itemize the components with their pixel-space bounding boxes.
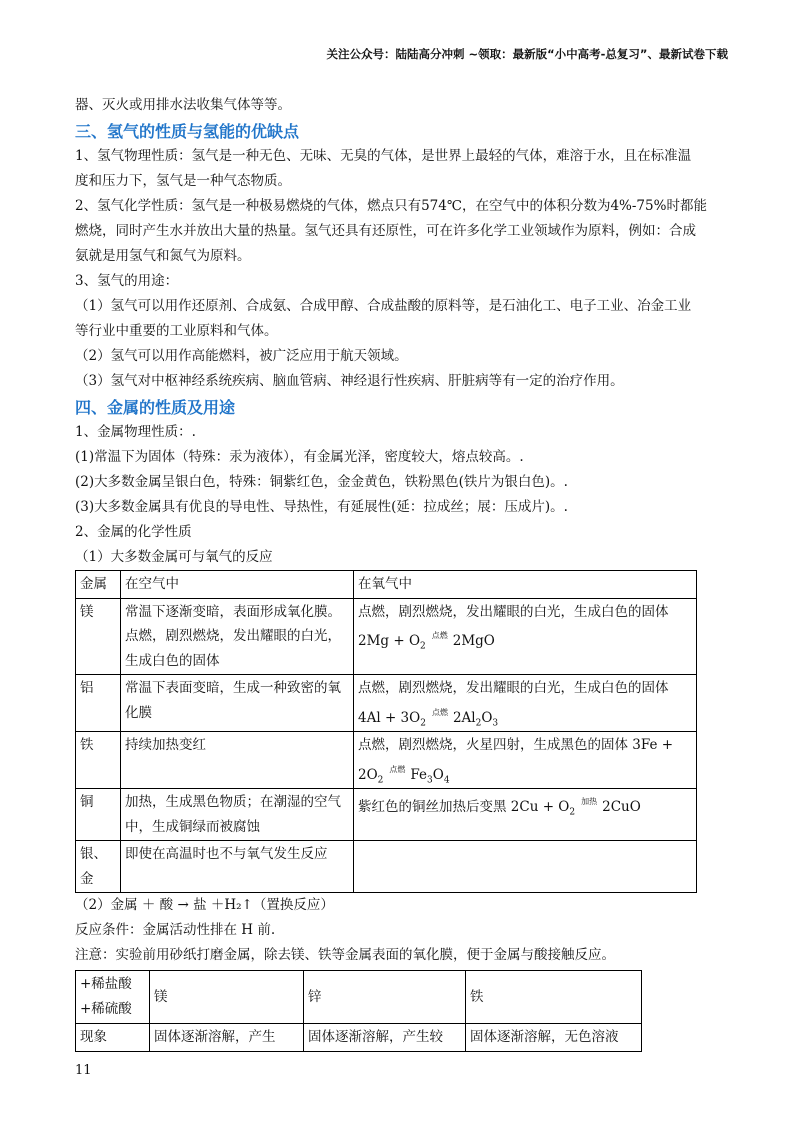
table-row xyxy=(76,598,697,675)
paragraph: （2）氢气可以用作高能燃料，被广泛应用于航天领域。 xyxy=(75,348,408,364)
table-header-cell xyxy=(76,971,150,1024)
chemical-equation: $2Mg + O_2^{点燃}$ 2MgO xyxy=(358,631,495,652)
paragraph: （1）大多数金属可与氧气的反应 xyxy=(75,549,273,565)
paragraph: (2)大多数金属呈银白色，特殊：铜紫红色，金金黄色，铁粉黑色(铁片为银白色)。. xyxy=(75,474,568,490)
table-cell-oxygen xyxy=(354,732,697,789)
paragraph: 度和压力下，氢气是一种气态物质。 xyxy=(75,173,291,189)
acid-reaction-table xyxy=(75,970,642,1052)
table-cell-air: 即使在高温时也不与氧气发生反应 xyxy=(121,841,354,893)
table-row xyxy=(76,732,697,789)
table-cell-air: 持续加热变红 xyxy=(121,732,354,789)
paragraph: (3)大多数金属具有优良的导电性、导热性，有延展性(延：拉成丝；展：压成片)。. xyxy=(75,499,568,515)
table-header-cell: 在氧气中 xyxy=(354,571,697,599)
paragraph: （1）氢气可以用作还原剂、合成氨、合成甲醇、合成盐酸的原料等，是石油化工、电子工业、冶金工业 xyxy=(75,298,692,314)
cell-text: 紫红色的铜丝加热后变黑 2Cu + O xyxy=(358,799,570,815)
reaction-condition: 点燃 xyxy=(389,764,406,774)
reaction-condition: 加热 xyxy=(581,797,598,806)
table-header-cell: 在空气中 xyxy=(121,571,354,599)
paragraph: 反应条件：金属活动性排在 H 前. xyxy=(75,922,276,938)
paragraph: 器、灭火或用排水法收集气体等等。 xyxy=(75,97,291,113)
chemical-equation: $2O_2^{点燃}$ $Fe_3O_4$ xyxy=(358,764,450,786)
reaction-condition: 点燃 xyxy=(431,707,448,717)
table-cell: 固体逐渐溶解，无色溶液 xyxy=(466,1024,642,1052)
paragraph: 燃烧，同时产生水并放出大量的热量。氢气还具有还原性，可在许多化学工业领域作为原料，例如：合成 xyxy=(75,223,696,239)
paragraph: 1、金属物理性质：. xyxy=(75,424,196,440)
table-header-cell: 金属 xyxy=(76,571,121,599)
table-header-cell: 镁 xyxy=(150,971,304,1024)
paragraph: （3）氢气对中枢神经系统疾病、脑血管病、神经退行性疾病、肝脏病等有一定的治疗作用。 xyxy=(75,373,624,389)
page-header: 关注公众号：陆陆高分冲刺 ~领取：最新版“小中高考-总复习”、最新试卷下载 xyxy=(326,47,728,61)
cell-text: 点燃，剧烈燃烧，发出耀眼的白光，生成白色的固体 xyxy=(358,603,669,620)
cell-text: 点燃，剧烈燃烧，火星四射，生成黑色的固体 3Fe + xyxy=(358,737,674,753)
paragraph: 2、金属的化学性质 xyxy=(75,524,192,540)
table-header-row xyxy=(76,571,697,599)
table-cell-oxygen xyxy=(354,675,697,732)
paragraph: 等行业中重要的工业原料和气体。 xyxy=(75,323,278,339)
reaction-condition: 点燃 xyxy=(431,631,448,640)
paragraph: 2、氢气化学性质：氢气是一种极易燃烧的气体，燃点只有574℃，在空气中的体积分数为4%-75%时都能 xyxy=(75,198,707,214)
table-cell-air: 常温下逐渐变暗，表面形成氧化膜。点燃，剧烈燃烧，发出耀眼的白光，生成白色的固体 xyxy=(121,598,354,675)
table-cell-metal: 铜 xyxy=(76,789,121,841)
chemical-equation: $4Al + 3O_2^{点燃}$ $2Al_2O_3$ xyxy=(358,707,499,729)
table-header-cell: 锌 xyxy=(304,971,466,1024)
table-cell-metal: 银、金 xyxy=(76,841,121,893)
table-cell: 固体逐渐溶解，产生较 xyxy=(304,1024,466,1052)
section-heading: 三、氢气的性质与氢能的优缺点 xyxy=(75,122,300,141)
document-body xyxy=(75,93,725,1052)
table-row xyxy=(76,1024,642,1052)
table-cell-oxygen xyxy=(354,841,697,893)
table-cell-metal: 镁 xyxy=(76,598,121,675)
section-heading: 四、金属的性质及用途 xyxy=(75,398,236,417)
table-row xyxy=(76,841,697,893)
table-row xyxy=(76,789,697,841)
table-header-cell: 铁 xyxy=(466,971,642,1024)
table-cell-oxygen xyxy=(354,598,697,675)
table-cell-metal: 铁 xyxy=(76,732,121,789)
paragraph: （2）金属 ＋ 酸 → 盐 ＋H₂↑（置换反应） xyxy=(75,897,334,913)
paragraph: (1)常温下为固体（特殊：汞为液体），有金属光泽，密度较大，熔点较高。. xyxy=(75,449,524,465)
cell-text: 点燃，剧烈燃烧，发出耀眼的白光，生成白色的固体 xyxy=(358,680,669,696)
acid-label: +稀硫酸 xyxy=(80,1001,132,1017)
table-header-row xyxy=(76,971,642,1024)
table-cell: 固体逐渐溶解，产生 xyxy=(150,1024,304,1052)
table-cell-air: 常温下表面变暗，生成一种致密的氧化膜 xyxy=(121,675,354,732)
table-row-label: 现象 xyxy=(76,1024,150,1052)
table-cell-metal: 铝 xyxy=(76,675,121,732)
acid-label: +稀盐酸 xyxy=(80,976,132,992)
paragraph: 1、氢气物理性质：氢气是一种无色、无味、无臭的气体，是世界上最轻的气体，难溶于水，且在标准温 xyxy=(75,148,692,164)
page-number: 11 xyxy=(75,1063,92,1078)
table-cell-air: 加热，生成黑色物质；在潮湿的空气中，生成铜绿而被腐蚀 xyxy=(121,789,354,841)
oxygen-reaction-table xyxy=(75,570,697,893)
table-cell-oxygen: 紫红色的铜丝加热后变黑 $2Cu + O_2^{加热}$ 2CuO xyxy=(354,789,697,841)
paragraph: 氨就是用氢气和氮气为原料。 xyxy=(75,248,251,264)
table-row xyxy=(76,675,697,732)
paragraph: 3、氢气的用途： xyxy=(75,273,179,289)
paragraph: 注意：实验前用砂纸打磨金属，除去镁、铁等金属表面的氧化膜，便于金属与酸接触反应。 xyxy=(75,947,615,963)
